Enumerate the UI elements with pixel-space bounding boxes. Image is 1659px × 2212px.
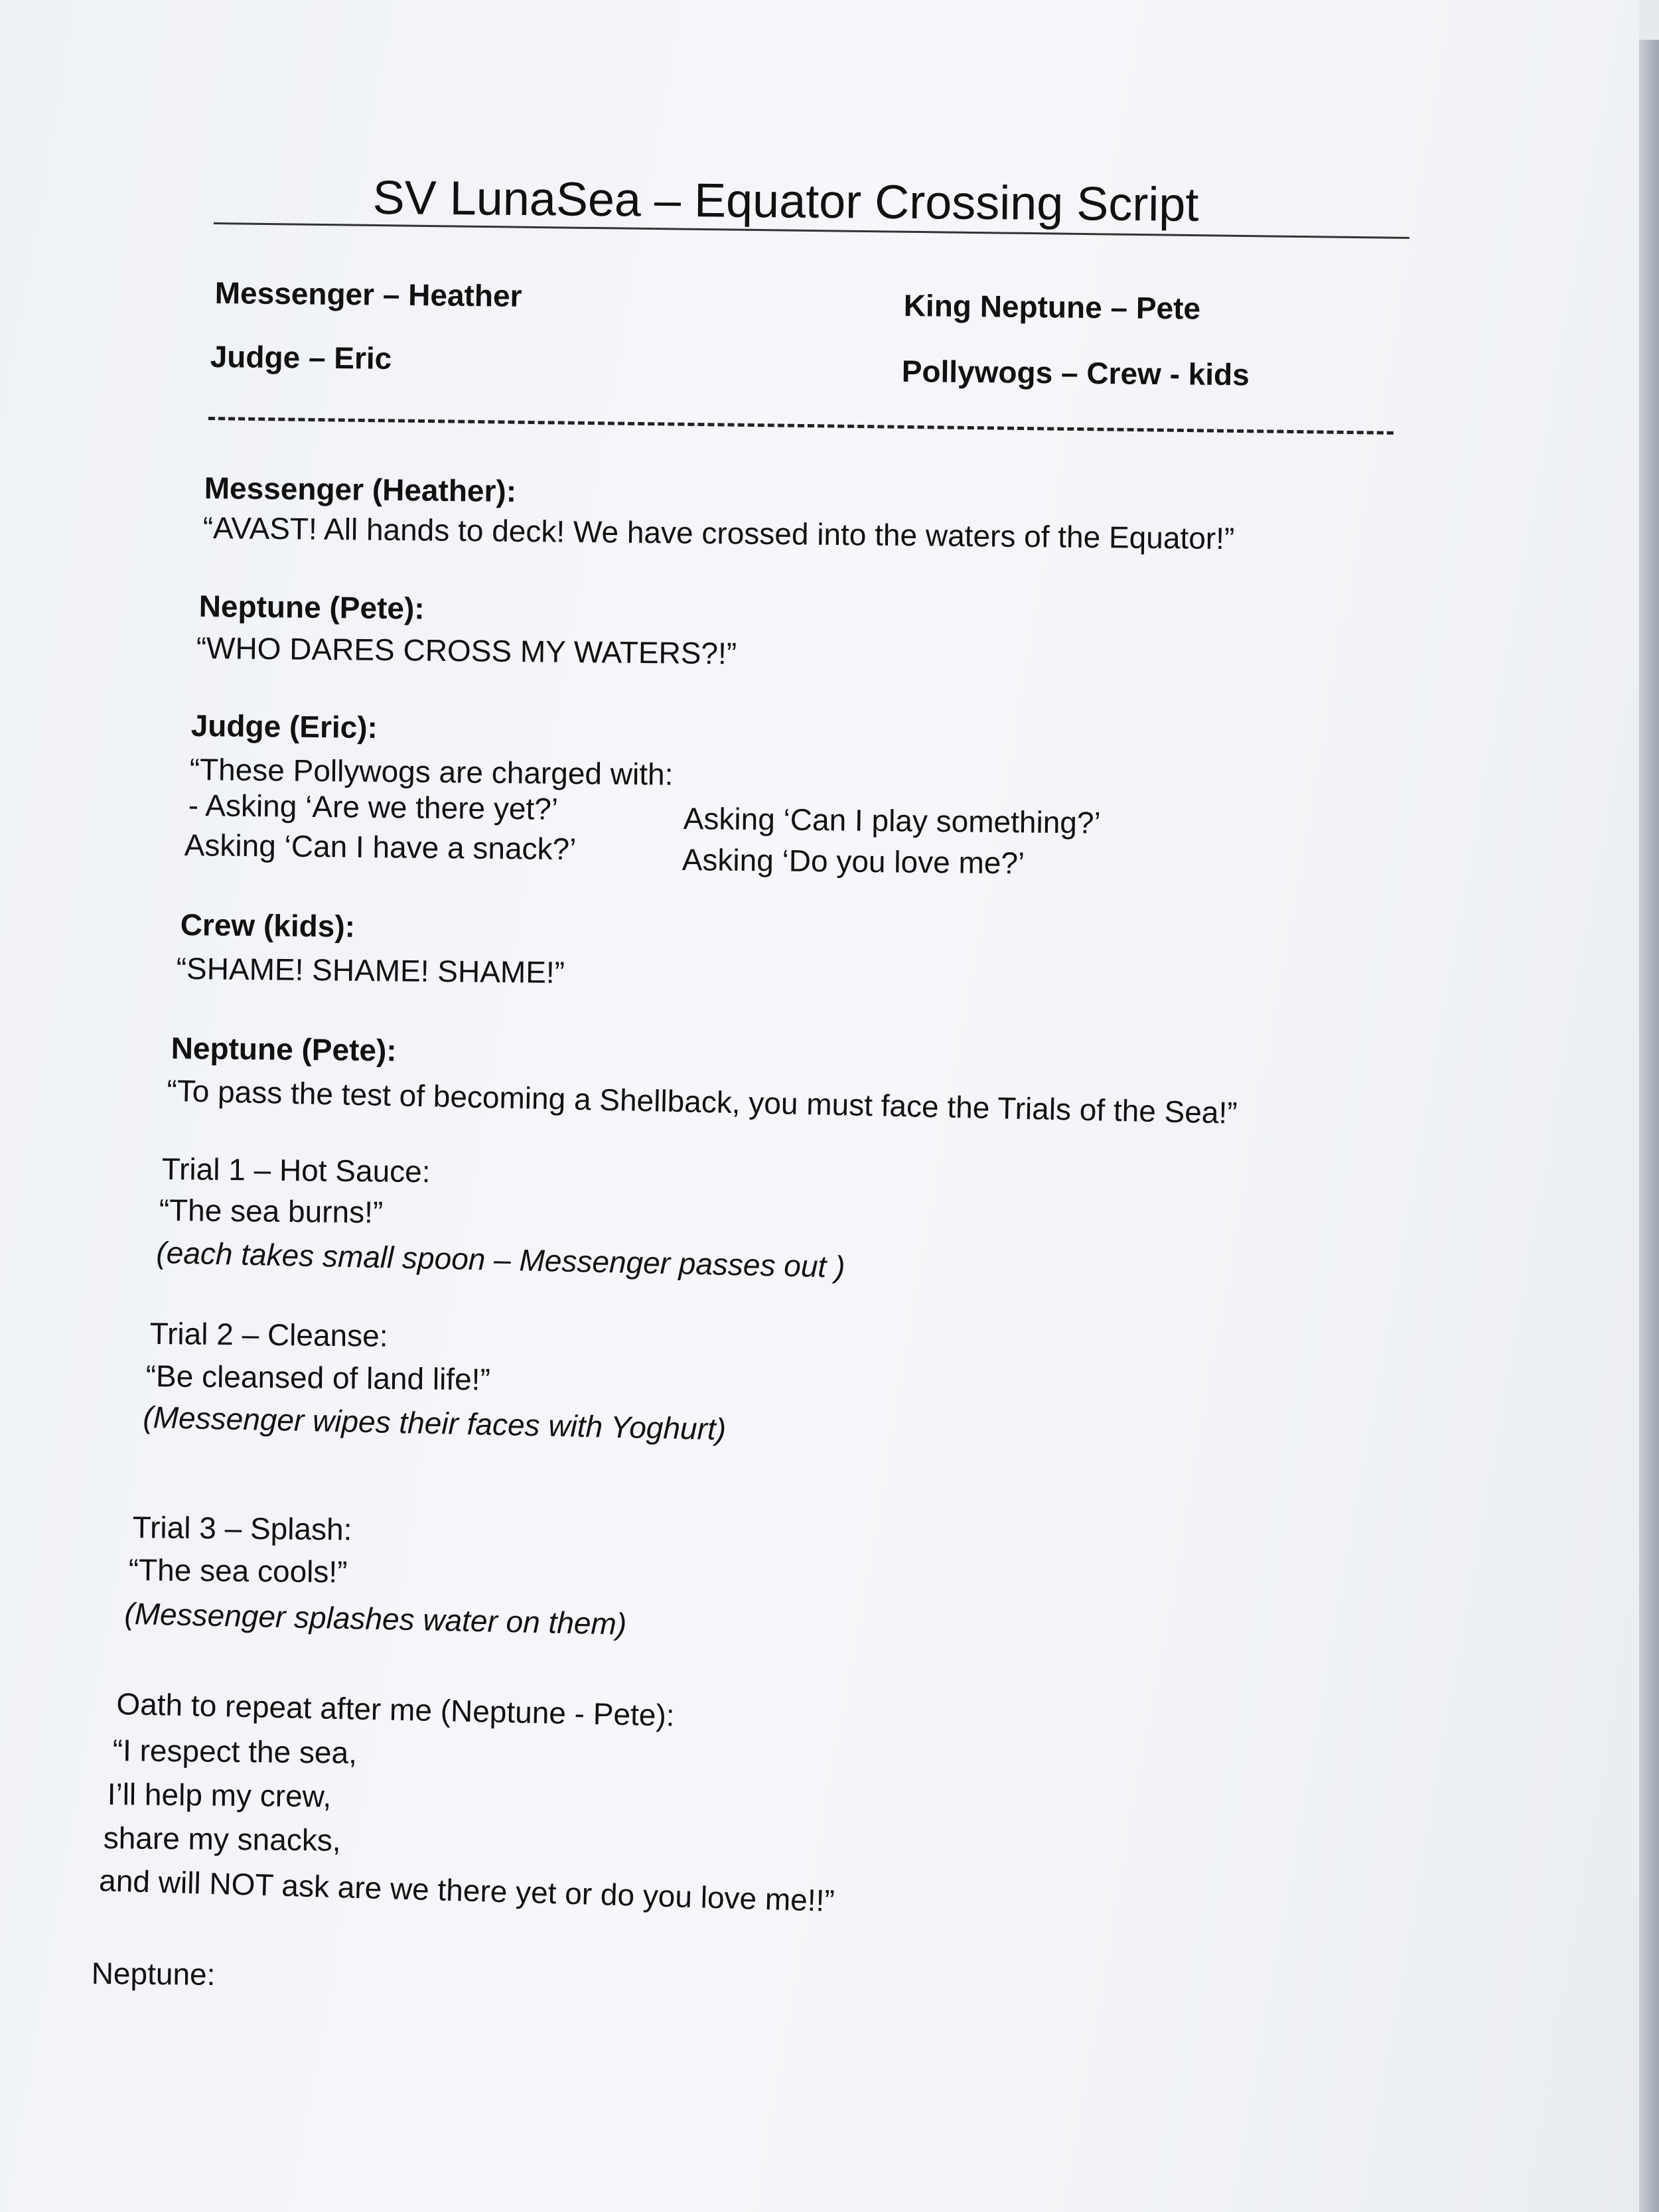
cast-king-neptune: King Neptune – Pete xyxy=(903,288,1201,326)
trial-1-line: “The sea burns!” xyxy=(159,1193,384,1230)
trial-1-heading: Trial 1 – Hot Sauce: xyxy=(161,1151,431,1189)
oath-intro: Oath to repeat after me (Neptune - Pete): xyxy=(115,1686,676,1733)
oath-line-1: “I respect the sea, xyxy=(112,1733,358,1770)
speaker-messenger: Messenger (Heather): xyxy=(204,471,517,508)
trial-3-direction: (Messenger splashes water on them) xyxy=(123,1596,627,1641)
speaker-neptune-2: Neptune (Pete): xyxy=(171,1031,397,1068)
oath-line-4: and will NOT ask are we there yet or do you love me!!” xyxy=(98,1863,835,1918)
line-judge: “These Pollywogs are charged with: xyxy=(189,752,674,792)
speaker-neptune-1: Neptune (Pete): xyxy=(198,589,425,626)
line-messenger: “AVAST! All hands to deck! We have crossed into the waters of the Equator!” xyxy=(202,510,1235,556)
trial-1-direction: (each takes small spoon – Messenger passes out ) xyxy=(155,1235,845,1284)
charge-love-me: Asking ‘Do you love me?’ xyxy=(682,842,1025,881)
trial-3-heading: Trial 3 – Splash: xyxy=(132,1510,352,1547)
cast-pollywogs: Pollywogs – Crew - kids xyxy=(901,354,1250,392)
line-crew: “SHAME! SHAME! SHAME!” xyxy=(176,951,565,990)
charge-play-something: Asking ‘Can I play something?’ xyxy=(683,801,1101,840)
cast-judge: Judge – Eric xyxy=(210,339,392,376)
charge-are-we-there-yet: - Asking ‘Are we there yet?’ xyxy=(188,788,559,826)
trial-2-line: “Be cleansed of land life!” xyxy=(145,1359,491,1397)
cast-messenger: Messenger – Heather xyxy=(214,275,522,313)
page-edge-shadow xyxy=(1639,40,1659,2212)
line-neptune-2: “To pass the test of becoming a Shellback, you must face the Trials of the Sea!” xyxy=(166,1073,1238,1130)
trial-2-direction: (Messenger wipes their faces with Yoghurt) xyxy=(142,1400,727,1447)
speaker-neptune-final: Neptune: xyxy=(91,1956,216,1992)
speaker-judge: Judge (Eric): xyxy=(190,708,378,745)
oath-line-2: I’ll help my crew, xyxy=(107,1777,332,1814)
trial-3-line: “The sea cools!” xyxy=(128,1552,348,1589)
line-neptune-1: “WHO DARES CROSS MY WATERS?!” xyxy=(196,630,737,671)
speaker-crew: Crew (kids): xyxy=(180,907,356,944)
charge-snack: Asking ‘Can I have a snack?’ xyxy=(184,828,577,867)
trial-2-heading: Trial 2 – Cleanse: xyxy=(149,1316,388,1353)
document-title: SV LunaSea – Equator Crossing Script xyxy=(372,171,1199,232)
oath-line-3: share my snacks, xyxy=(103,1820,341,1858)
